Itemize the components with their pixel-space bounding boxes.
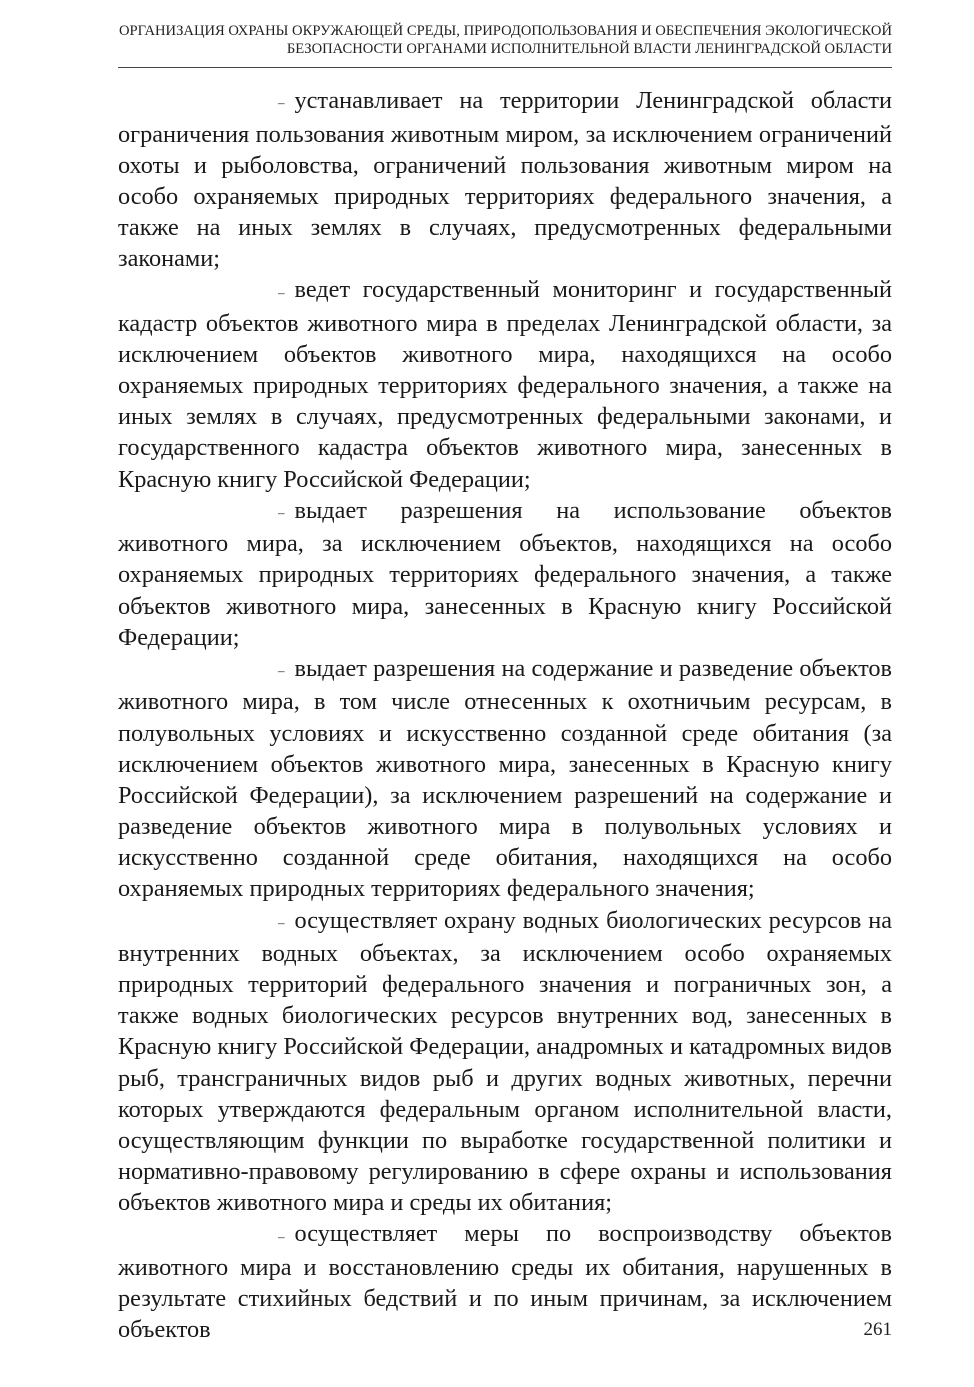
page-number: 261 [863, 1319, 892, 1340]
list-item-text: осуществляет меры по воспроизводству объектов животного мира и восстановлению среды их обитания, нарушенных в результате стихийных бедствий и по иным причинам, за исключением объектов [118, 1220, 892, 1344]
running-header [118, 22, 892, 58]
header-divider [118, 67, 892, 68]
list-item-text: выдает разрешения на использование объектов животного мира, за исключением объектов, находящихся на особо охраняемых природных территориях федерального значения, а также объектов животного мира, занесенных в Красную книгу Российской Федерации; [118, 496, 892, 651]
body-text [118, 85, 892, 1345]
dash-marker: – [278, 95, 285, 111]
list-item [118, 274, 892, 494]
dash-marker: – [278, 663, 285, 679]
list-item-text: устанавливает на территории Ленинградской области ограничения пользования животным миром, за исключением ограничений охоты и рыболовства, ограничений пользования животным миром на особо охраняемых природных территориях федерального значения, а также на иных землях в случаях, предусмотренных федеральными законами; [118, 87, 892, 273]
list-item-text: выдает разрешения на содержание и разведение объектов животного мира, в том числе отнесенных к охотничьим ресурсам, в полувольных условиях и искусственно созданной среде обитания (за исключением объектов животного мира, занесенных в Красную книгу Российской Федерации), за исключением разрешений на содержание и разведение объектов животного мира в полувольных условиях и искусственно созданной среде обитания, находящихся на особо охраняемых природных территориях федерального значения; [118, 654, 892, 903]
dash-marker: – [278, 914, 285, 930]
list-item-text: осуществляет охрану водных биологических ресурсов на внутренних водных объектах, за исключением особо охраняемых природных территорий федерального значения и пограничных зон, а также водных биологических ресурсов внутренних вод, занесенных в Красную книгу Российской Федерации, анадромных и катадромных видов рыб, трансграничных видов рыб и других водных животных, перечни которых утверждаются федеральным органом исполнительной власти, осуществляющим функции по выработке государственной политики и нормативно-правовому регулированию в сфере охраны и использования объектов животного мира и среды их обитания; [118, 906, 892, 1217]
list-item [118, 85, 892, 274]
list-item [118, 1218, 892, 1345]
dash-marker: – [278, 505, 285, 521]
dash-marker: – [278, 284, 285, 300]
list-item [118, 905, 892, 1219]
running-header-line-1: ОРГАНИЗАЦИЯ ОХРАНЫ ОКРУЖАЮЩЕЙ СРЕДЫ, ПРИРОДОПОЛЬЗОВАНИЯ И ОБЕСПЕЧЕНИЯ ЭКОЛОГИЧЕСКОЙ [118, 23, 892, 39]
list-item-text: ведет государственный мониторинг и государственный кадастр объектов животного мира в пределах Ленинградской области, за исключением объектов животного мира, находящихся на особо охраняемых природных территориях федерального значения, а также на иных землях в случаях, предусмотренных федеральными законами, и государственного кадастра объектов животного мира, занесенных в Красную книгу Российской Федерации; [118, 276, 892, 493]
running-header-line-2: БЕЗОПАСНОСТИ ОРГАНАМИ ИСПОЛНИТЕЛЬНОЙ ВЛАСТИ ЛЕНИНГРАДСКОЙ ОБЛАСТИ [286, 41, 892, 57]
list-item [118, 495, 892, 653]
dash-marker: – [278, 1228, 285, 1244]
list-item [118, 653, 892, 905]
